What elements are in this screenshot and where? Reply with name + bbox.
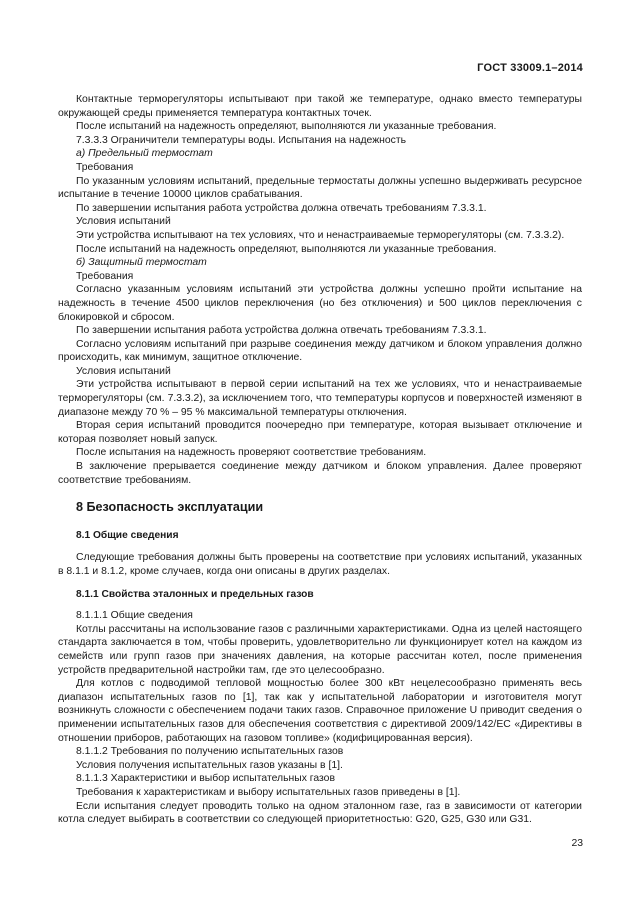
paragraph: Для котлов с подводимой тепловой мощностью более 300 кВт нецелесообразно применять весь диапазон испытательных газов по [1], так как у испытательной лаборатории и изготовителя могут возникнуть сложности с обеспечением подачи таких газов. Справочное приложение U приводит сведения о применении испытательных газов для обеспечения соответствия с директивой 2009/142/ЕС «Директивы в отношении приборов, работающих на газовом топливе» (кодифицированная версия).	[58, 678, 582, 744]
paragraph: Контактные терморегуляторы испытывают при такой же температуре, однако вместо температуры окружающей среды применяется температура контактных точек.	[58, 94, 582, 119]
section-label: Требования	[76, 161, 134, 173]
section-label: Условия испытаний	[76, 216, 171, 228]
paragraph: Требования к характеристикам и выбору испытательных газов приведены в [1].	[76, 786, 461, 798]
page-number: 23	[571, 838, 583, 849]
document-code: ГОСТ 33009.1–2014	[477, 62, 583, 74]
paragraph: Вторая серия испытаний проводится поочередно при температуре, которая вызывает отключение и которая позволяет новый запуск.	[58, 420, 582, 445]
section-label: Требования	[76, 270, 134, 282]
clause-heading: 8.1.1.1 Общие сведения	[76, 610, 193, 622]
paragraph: Условия получения испытательных газов указаны в [1].	[76, 759, 343, 771]
subclause-label: б) Защитный термостат	[76, 257, 207, 269]
subclause-label: а) Предельный термостат	[76, 148, 213, 160]
paragraph: Котлы рассчитаны на использование газов с различными характеристиками. Одна из целей настоящего стандарта заключается в том, чтобы проверить, удовлетворительно ли функционирует котел на каждом из семейств или групп газов при значениях давления, на которые рассчитан котел, после применения устройств предварительной настройки там, где это целесообразно.	[58, 623, 582, 676]
paragraph: По завершении испытания работа устройства должна отвечать требованиям 7.3.3.1.	[76, 325, 487, 337]
paragraph: После испытаний на надежность определяют, выполняются ли указанные требования.	[76, 243, 497, 255]
paragraph: Следующие требования должны быть проверены на соответствие при условиях испытаний, указанных в 8.1.1 и 8.1.2, кроме случаев, когда они описаны в других разделах.	[58, 552, 582, 577]
paragraph: Эти устройства испытывают на тех условиях, что и ненастраиваемые терморегуляторы (см. 7.3.3.2).	[76, 229, 565, 241]
paragraph: По завершении испытания работа устройства должна отвечать требованиям 7.3.3.1.	[76, 202, 487, 214]
clause-heading: 7.3.3.3 Ограничители температуры воды. Испытания на надежность	[76, 134, 407, 146]
paragraph: После испытания на надежность проверяют соответствие требованиям.	[76, 447, 427, 459]
section-heading: 8 Безопасность эксплуатации	[76, 500, 264, 515]
paragraph: Если испытания следует проводить только на одном эталонном газе, газ в зависимости от категории котла следует выбирать в соответствии со следующей приоритетностью: G20, G25, G30 или G31.	[58, 800, 582, 826]
paragraph: Эти устройства испытывают в первой серии испытаний на тех же условиях, что и ненастраиваемые терморегуляторы (см. 7.3.3.2), за исключением того, что температуры корпусов и поверхностей изменяют в диапазоне между 70 % – 95 % максимальной температуры отключения.	[58, 379, 582, 418]
page-body	[58, 93, 582, 827]
paragraph: Согласно условиям испытаний при разрыве соединения между датчиком и блоком управления должно происходить, как минимум, защитное отключение.	[58, 338, 582, 364]
paragraph: После испытаний на надежность определяют, выполняются ли указанные требования.	[76, 121, 497, 133]
paragraph: Согласно указанным условиям испытаний эти устройства должны успешно пройти испытание на надежность в течение 4500 циклов переключения (но без отключения) и 500 циклов переключения с блокировкой и сбросом.	[58, 284, 582, 323]
section-label: Условия испытаний	[76, 365, 171, 377]
clause-heading: 8.1.1.3 Характеристики и выбор испытательных газов	[76, 773, 335, 785]
clause-heading: 8.1.1.2 Требования по получению испытательных газов	[76, 746, 344, 758]
paragraph: По указанным условиям испытаний, предельные термостаты должны успешно выдерживать ресурсное испытание в течение 10000 циклов срабатывания.	[58, 175, 582, 201]
paragraph: В заключение прерывается соединение между датчиком и блоком управления. Далее проверяют соответствие требованиям.	[58, 461, 582, 486]
subsection-heading: 8.1.1 Свойства эталонных и предельных газов	[76, 588, 314, 600]
subsection-heading: 8.1 Общие сведения	[76, 529, 179, 541]
